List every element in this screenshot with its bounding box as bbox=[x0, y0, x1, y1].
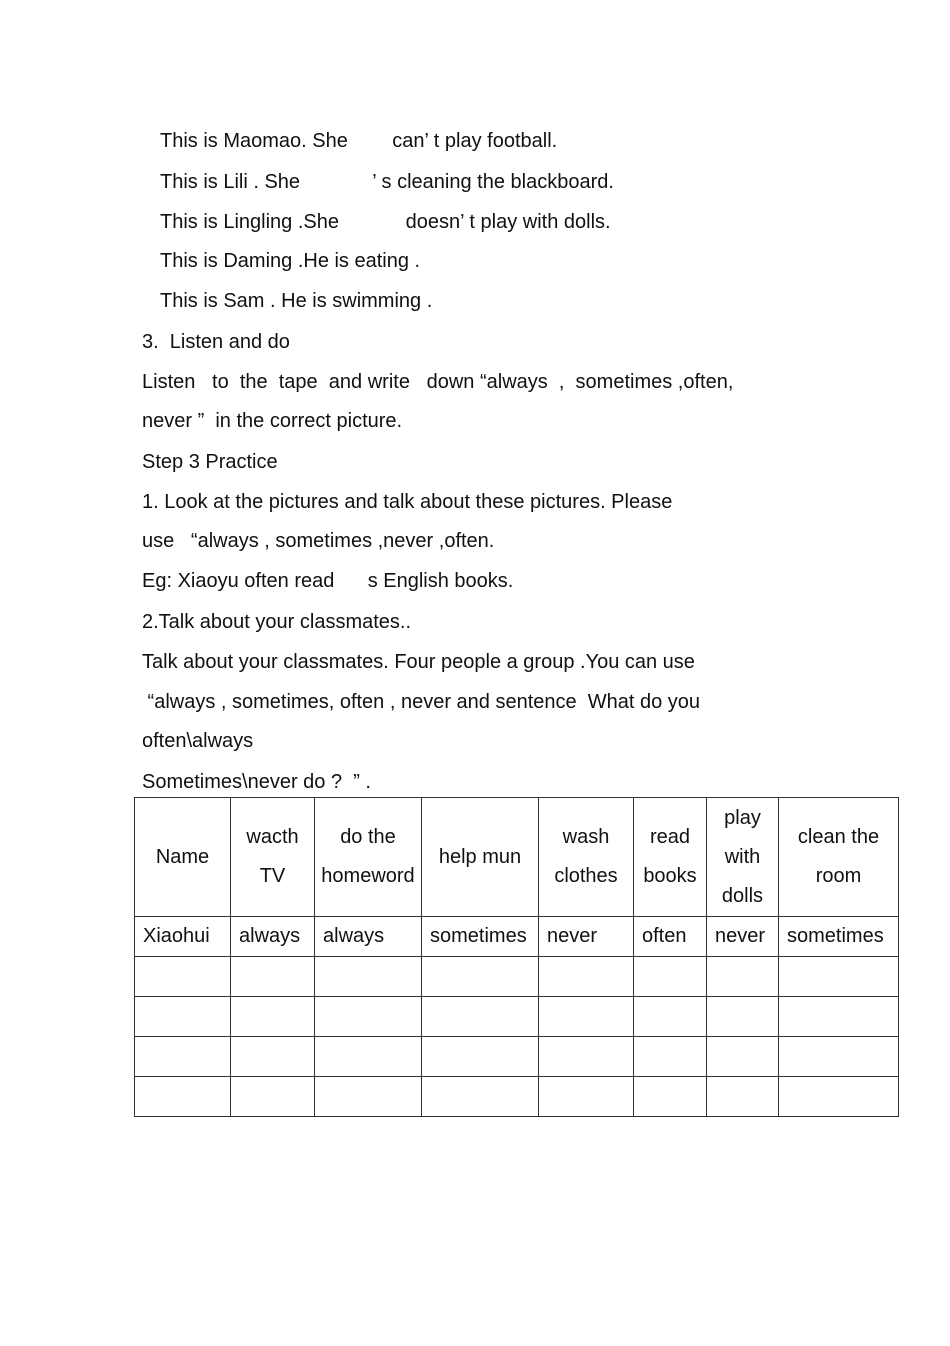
header-cell: do the homeword bbox=[315, 798, 422, 917]
table-cell[interactable] bbox=[707, 997, 779, 1037]
section-heading: 3. Listen and do bbox=[142, 331, 290, 353]
table-row bbox=[135, 957, 899, 997]
header-cell: help mun bbox=[422, 798, 539, 917]
table-cell[interactable] bbox=[634, 1077, 707, 1117]
text-line: This is Maomao. She can’ t play football. bbox=[160, 130, 558, 152]
header-cell-name: Name bbox=[135, 798, 231, 917]
table-cell[interactable] bbox=[135, 1037, 231, 1077]
table-cell[interactable] bbox=[707, 1037, 779, 1077]
table-cell[interactable] bbox=[422, 997, 539, 1037]
header-cell: wash clothes bbox=[539, 798, 634, 917]
table-cell[interactable] bbox=[315, 1077, 422, 1117]
table-cell: often bbox=[634, 917, 707, 957]
table-cell[interactable] bbox=[707, 1077, 779, 1117]
table-cell[interactable] bbox=[135, 997, 231, 1037]
table-cell[interactable] bbox=[231, 997, 315, 1037]
table-cell[interactable] bbox=[539, 1077, 634, 1117]
table-row bbox=[135, 997, 899, 1037]
activity-table bbox=[134, 797, 899, 1117]
table-row bbox=[135, 917, 899, 957]
table-cell: sometimes bbox=[779, 917, 899, 957]
table-cell[interactable] bbox=[231, 1077, 315, 1117]
text-line: This is Lingling .She doesn’ t play with dolls. bbox=[160, 211, 611, 233]
table-cell[interactable] bbox=[135, 1077, 231, 1117]
text-line: This is Daming .He is eating . bbox=[160, 250, 421, 272]
text-line: Eg: Xiaoyu often read s English books. bbox=[142, 570, 514, 592]
table-cell[interactable] bbox=[539, 997, 634, 1037]
table-cell[interactable] bbox=[707, 957, 779, 997]
table-cell[interactable] bbox=[231, 957, 315, 997]
table-cell: always bbox=[315, 917, 422, 957]
table-cell[interactable] bbox=[315, 957, 422, 997]
text-line: “always , sometimes, often , never and sentence What do you bbox=[142, 691, 701, 713]
text-line: use “always , sometimes ,never ,often. bbox=[142, 530, 495, 552]
table-cell[interactable] bbox=[779, 997, 899, 1037]
table-cell: always bbox=[231, 917, 315, 957]
text-line: Sometimes\never do ? ” . bbox=[142, 771, 371, 793]
table-cell[interactable] bbox=[422, 1037, 539, 1077]
header-cell: clean the room bbox=[779, 798, 899, 917]
text-line: 1. Look at the pictures and talk about these pictures. Please bbox=[142, 491, 673, 513]
table-cell[interactable] bbox=[315, 1037, 422, 1077]
table-cell[interactable] bbox=[634, 997, 707, 1037]
table-cell: Xiaohui bbox=[135, 917, 231, 957]
table-cell[interactable] bbox=[539, 957, 634, 997]
table-cell[interactable] bbox=[231, 1037, 315, 1077]
text-line: Talk about your classmates. Four people a group .You can use bbox=[142, 651, 695, 673]
table-header-row bbox=[135, 798, 899, 917]
header-cell: play with dolls bbox=[707, 798, 779, 917]
section-heading: Step 3 Practice bbox=[142, 451, 278, 473]
text-line: never ” in the correct picture. bbox=[142, 410, 403, 432]
table-cell: sometimes bbox=[422, 917, 539, 957]
text-line: 2.Talk about your classmates.. bbox=[142, 611, 412, 633]
table-cell[interactable] bbox=[779, 1077, 899, 1117]
table-cell[interactable] bbox=[539, 1037, 634, 1077]
table-cell[interactable] bbox=[135, 957, 231, 997]
table-row bbox=[135, 1037, 899, 1077]
header-cell: read books bbox=[634, 798, 707, 917]
header-cell: wacth TV bbox=[231, 798, 315, 917]
table-cell[interactable] bbox=[779, 957, 899, 997]
table-cell[interactable] bbox=[634, 1037, 707, 1077]
table-cell[interactable] bbox=[422, 1077, 539, 1117]
table-cell[interactable] bbox=[634, 957, 707, 997]
table-row bbox=[135, 1077, 899, 1117]
text-line: Listen to the tape and write down “always , sometimes ,often, bbox=[142, 371, 734, 393]
table-cell[interactable] bbox=[315, 997, 422, 1037]
table-cell[interactable] bbox=[422, 957, 539, 997]
table-cell: never bbox=[707, 917, 779, 957]
table-cell[interactable] bbox=[779, 1037, 899, 1077]
text-line: This is Lili . She ’ s cleaning the blackboard. bbox=[160, 171, 614, 193]
text-line: This is Sam . He is swimming . bbox=[160, 290, 433, 312]
table-cell: never bbox=[539, 917, 634, 957]
text-line: often\always bbox=[142, 730, 254, 752]
